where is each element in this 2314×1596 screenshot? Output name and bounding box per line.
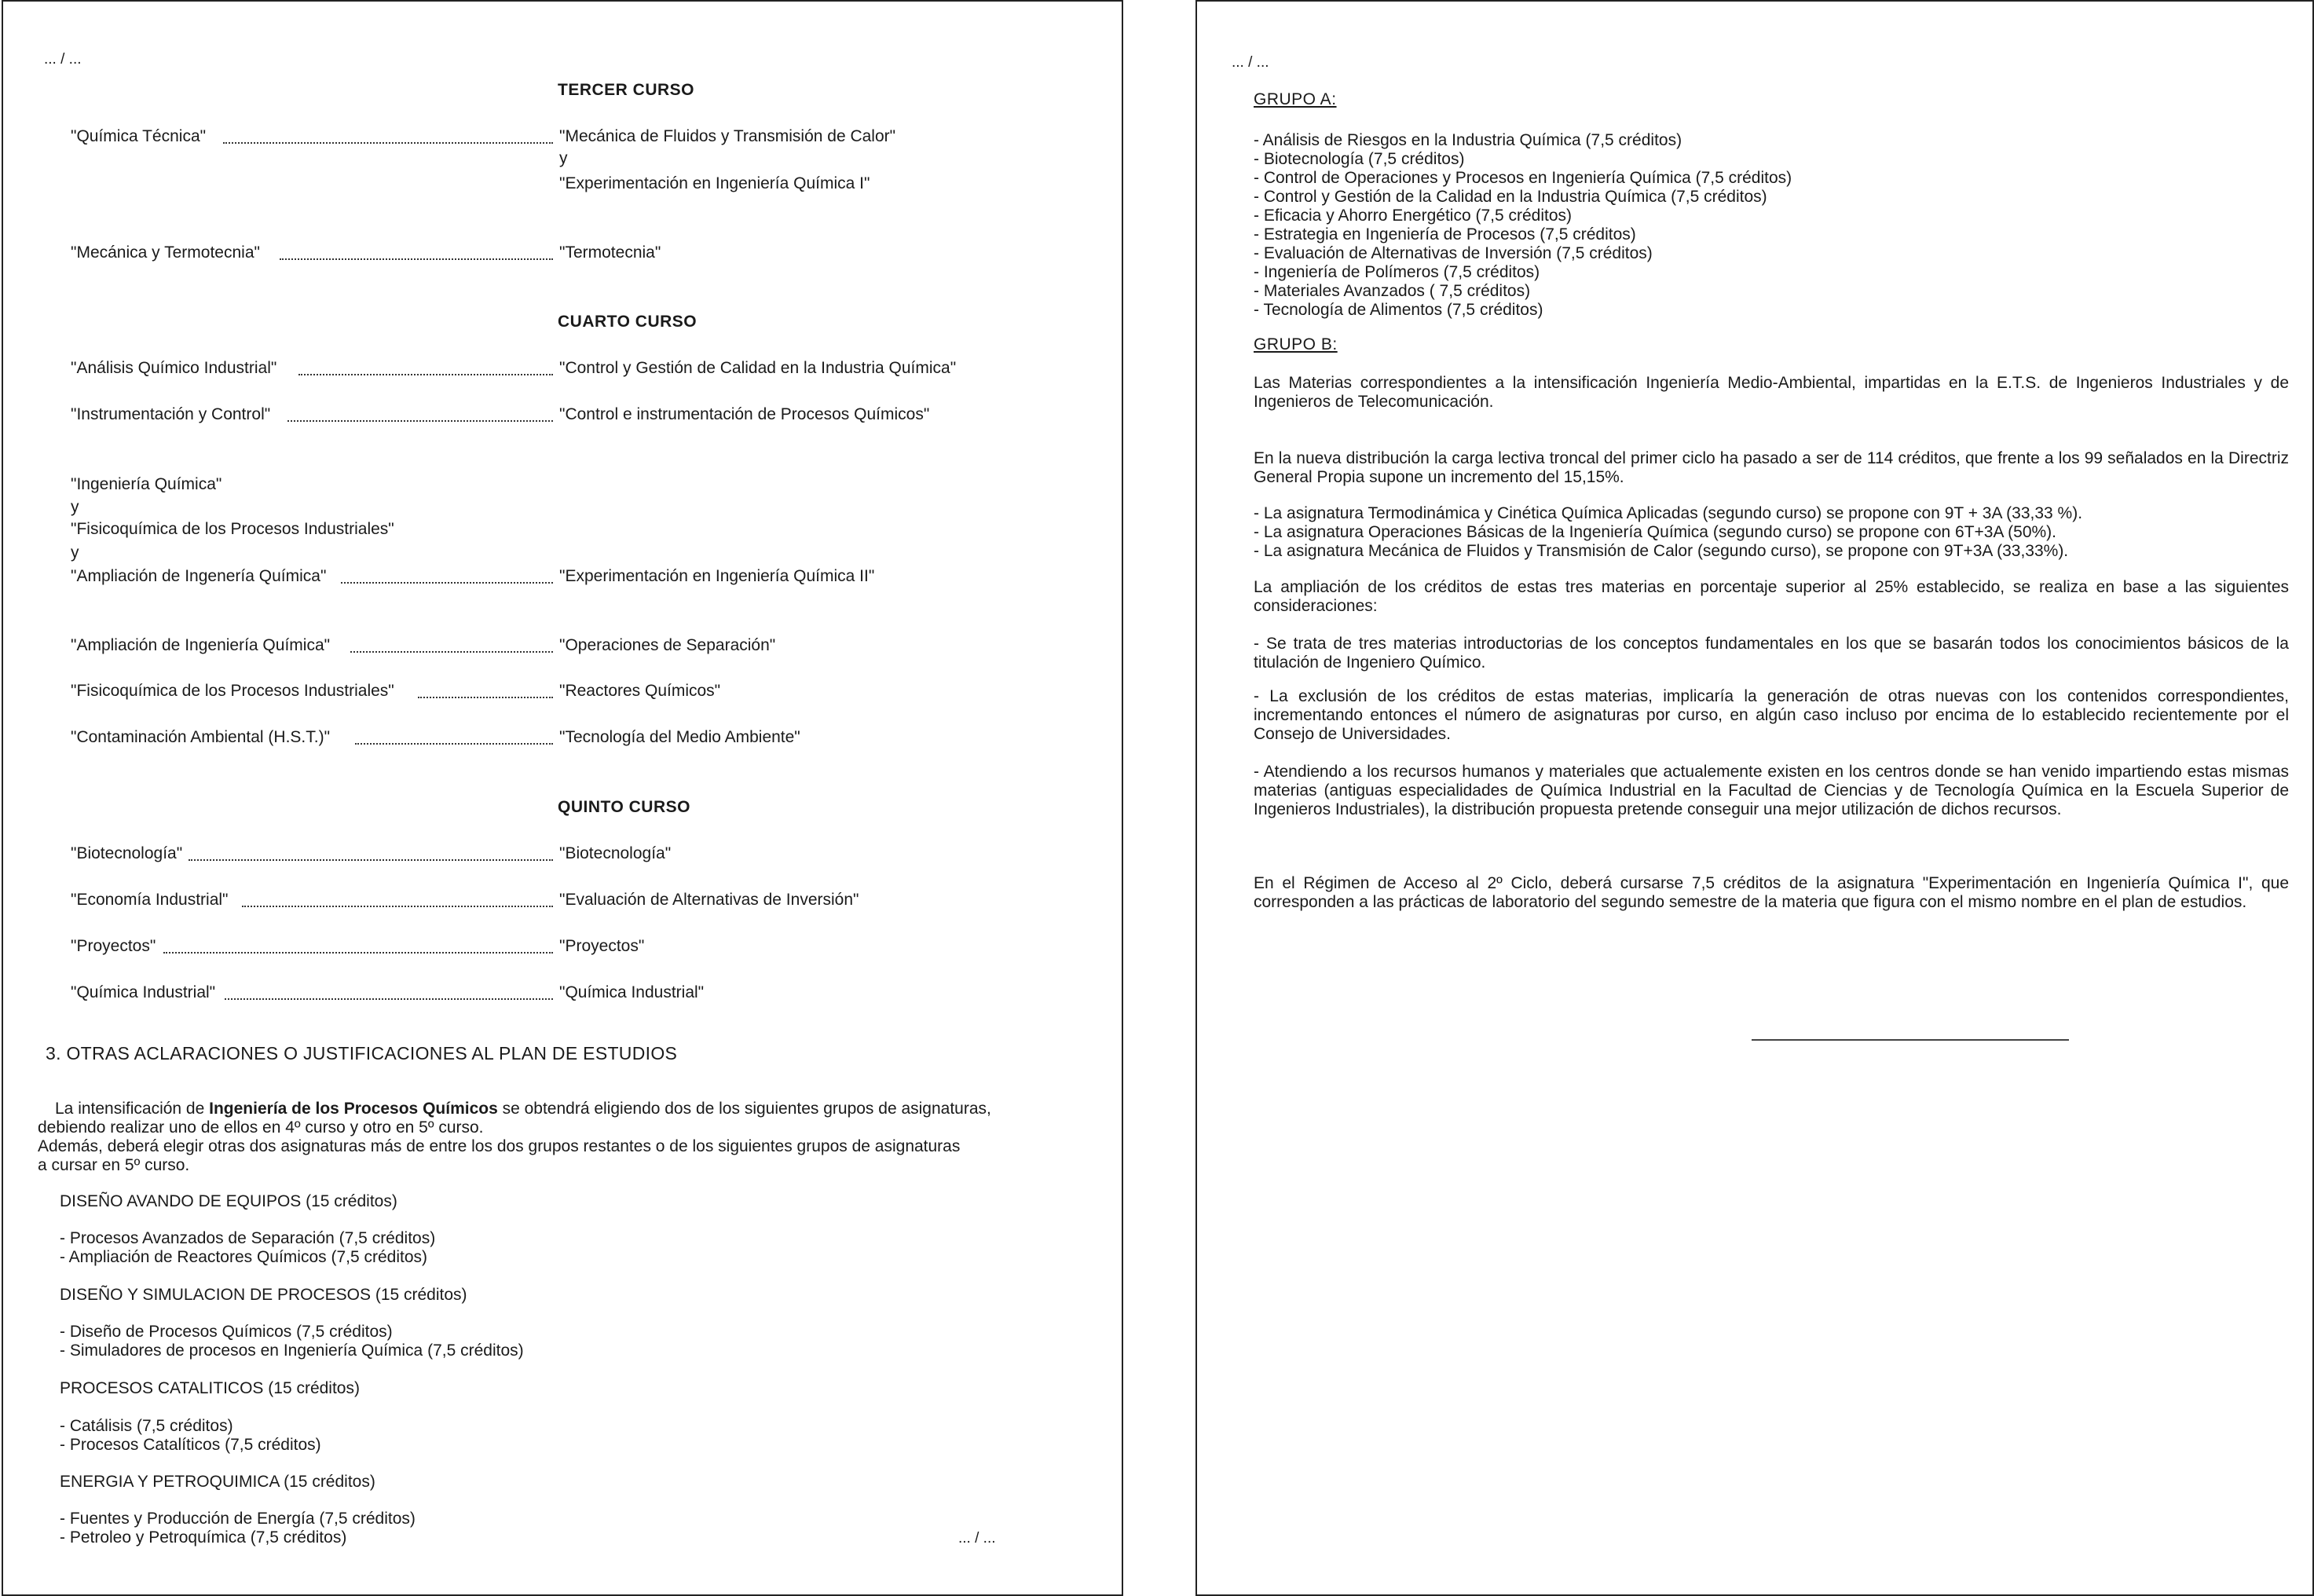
- intro-line-1: La intensificación de Ingeniería de los Procesos Químicos se obtendrá eligiendo dos de los siguientes grupos de asignaturas,: [55, 1100, 991, 1118]
- conjunction: y: [71, 498, 79, 516]
- list-item: - Análisis de Riesgos en la Industria Química (7,5 créditos): [1254, 131, 1682, 149]
- list-item: - Eficacia y Ahorro Energético (7,5 créditos): [1254, 207, 1573, 225]
- list-item: - Ingeniería de Polímeros (7,5 créditos): [1254, 263, 1540, 281]
- list-item: - Diseño de Procesos Químicos (7,5 créditos): [60, 1323, 393, 1341]
- list-item: - Control y Gestión de la Calidad en la Industria Química (7,5 créditos): [1254, 188, 1767, 206]
- equiv-left: "Ingeniería Química": [71, 475, 222, 493]
- equiv-left: "Instrumentación y Control": [71, 405, 271, 423]
- equiv-left: "Ampliación de Ingeniería Química": [71, 636, 331, 654]
- left-page: [2, 0, 1123, 1596]
- equiv-left: "Análisis Químico Industrial": [71, 359, 277, 377]
- paragraph-materias-introductorias: - Se trata de tres materias introductorias de los conceptos fundamentales en los que se basarán todos los conocimientos básicos de la titulación de Ingeniero Químico.: [1254, 635, 2289, 672]
- equiv-left: "Ampliación de Ingenería Química": [71, 567, 327, 585]
- equiv-right: "Termotecnia": [559, 243, 661, 262]
- leader-dots: [163, 952, 553, 954]
- list-item: - Biotecnología (7,5 créditos): [1254, 150, 1465, 168]
- conjunction: y: [71, 544, 79, 562]
- group-title: DISEÑO AVANDO DE EQUIPOS (15 créditos): [60, 1192, 397, 1210]
- tercer-curso-heading: TERCER CURSO: [558, 81, 695, 99]
- leader-dots: [350, 651, 553, 653]
- equiv-left: "Economía Industrial": [71, 891, 229, 909]
- list-item: - Catálisis (7,5 créditos): [60, 1417, 233, 1435]
- group-title: PROCESOS CATALITICOS (15 créditos): [60, 1379, 360, 1397]
- closing-rule: [1752, 1039, 2069, 1041]
- group-items: [60, 1323, 524, 1360]
- leader-dots: [298, 374, 553, 375]
- list-item: - La asignatura Mecánica de Fluidos y Transmisión de Calor (segundo curso), se propone con 9T+3A (33,33%).: [1254, 542, 2069, 560]
- equiv-right: "Reactores Químicos": [559, 682, 721, 700]
- list-item: - Fuentes y Producción de Energía (7,5 créditos): [60, 1510, 416, 1528]
- group-title: ENERGIA Y PETROQUIMICA (15 créditos): [60, 1473, 375, 1491]
- conjunction: y: [559, 149, 568, 167]
- equiv-right: "Evaluación de Alternativas de Inversión": [559, 891, 859, 909]
- leader-dots: [242, 906, 553, 907]
- equiv-right: "Biotecnología": [559, 844, 672, 862]
- continued-marker-top: ... / ...: [44, 51, 82, 68]
- intro-bold-term: Ingeniería de los Procesos Químicos: [209, 1100, 498, 1118]
- leader-dots: [418, 697, 553, 698]
- equiv-right: "Química Industrial": [559, 983, 705, 1001]
- right-page: [1195, 0, 2314, 1596]
- equiv-right: "Tecnología del Medio Ambiente": [559, 728, 800, 746]
- leader-dots: [355, 743, 553, 745]
- list-item: - Control de Operaciones y Procesos en Ingeniería Química (7,5 créditos): [1254, 169, 1792, 187]
- equiv-left: "Proyectos": [71, 937, 156, 955]
- grupo-b-text: Las Materias correspondientes a la intensificación Ingeniería Medio-Ambiental, impartidas en la E.T.S. de Ingenieros Industriales y de Ingenieros de Telecomunicación.: [1254, 374, 2289, 411]
- equiv-left: "Fisicoquímica de los Procesos Industriales": [71, 682, 394, 700]
- leader-dots: [341, 582, 553, 584]
- equiv-right: "Mecánica de Fluidos y Transmisión de Calor": [559, 127, 896, 145]
- list-item: - Procesos Catalíticos (7,5 créditos): [60, 1436, 321, 1454]
- asignaturas-list: [1254, 504, 2082, 561]
- equiv-left: "Química Industrial": [71, 983, 216, 1001]
- equiv-left: "Biotecnología": [71, 844, 183, 862]
- cuarto-curso-heading: CUARTO CURSO: [558, 313, 697, 331]
- list-item: - La asignatura Operaciones Básicas de la Ingeniería Química (segundo curso) se propone con 6T+3A (50%).: [1254, 523, 2056, 541]
- equiv-right: "Control y Gestión de Calidad en la Industria Química": [559, 359, 957, 377]
- list-item: - Petroleo y Petroquímica (7,5 créditos): [60, 1528, 347, 1547]
- leader-dots: [189, 859, 553, 861]
- leader-dots: [225, 998, 553, 1000]
- equiv-right: "Experimentación en Ingeniería Química I": [559, 174, 870, 192]
- group-items: [60, 1229, 435, 1267]
- list-item: - Procesos Avanzados de Separación (7,5 créditos): [60, 1229, 436, 1247]
- equiv-left: "Contaminación Ambiental (H.S.T.)": [71, 728, 331, 746]
- list-item: - Tecnología de Alimentos (7,5 créditos): [1254, 301, 1543, 319]
- list-item: - Materiales Avanzados ( 7,5 créditos): [1254, 282, 1531, 300]
- equiv-left: "Química Técnica": [71, 127, 207, 145]
- paragraph-exclusion: - La exclusión de los créditos de estas materias, implicaría la generación de otras nuevas con los contenidos correspondientes, incrementando entonces el número de asignaturas por curso, en algún caso incluso por encima de lo establecido recientemente por el Consejo de Universidades.: [1254, 687, 2289, 743]
- continued-marker-bottom: ... / ...: [958, 1530, 996, 1547]
- section-3-title: 3. OTRAS ACLARACIONES O JUSTIFICACIONES AL PLAN DE ESTUDIOS: [46, 1043, 678, 1063]
- grupo-a-title: GRUPO A:: [1254, 90, 1337, 108]
- paragraph-ampliacion: La ampliación de los créditos de estas tres materias en porcentaje superior al 25% establecido, se realiza en base a las siguientes consideraciones:: [1254, 578, 2289, 615]
- continued-marker-top: ... / ...: [1232, 54, 1269, 71]
- intro-line-3: Además, deberá elegir otras dos asignaturas más de entre los dos grupos restantes o de los siguientes grupos de asignaturas: [38, 1137, 961, 1155]
- leader-dots: [280, 258, 553, 260]
- equiv-right: "Experimentación en Ingeniería Química II": [559, 567, 875, 585]
- paragraph-regimen-acceso: En el Régimen de Acceso al 2º Ciclo, deberá cursarse 7,5 créditos de la asignatura "Experimentación en Ingeniería Química I", que corresponden a las prácticas de laboratorio del segundo semestre de la materia que figura con el mismo nombre en el plan de estudios.: [1254, 874, 2289, 911]
- grupo-b-title: GRUPO B:: [1254, 335, 1338, 353]
- list-item: - Evaluación de Alternativas de Inversión (7,5 créditos): [1254, 244, 1653, 262]
- equiv-right: "Operaciones de Separación": [559, 636, 776, 654]
- list-item: - Ampliación de Reactores Químicos (7,5 créditos): [60, 1248, 428, 1266]
- list-item: - Estrategia en Ingeniería de Procesos (7,5 créditos): [1254, 225, 1636, 243]
- leader-dots: [287, 420, 553, 422]
- leader-dots: [223, 142, 553, 144]
- paragraph-carga-lectiva: En la nueva distribución la carga lectiva troncal del primer ciclo ha pasado a ser de 114 créditos, que frente a los 99 señalados en la Directriz General Propia supone un incremento del 15,15%.: [1254, 449, 2289, 486]
- group-items: [60, 1417, 321, 1455]
- list-item: - La asignatura Termodinámica y Cinética Química Aplicadas (segundo curso) se propone con 9T + 3A (33,33 %).: [1254, 504, 2083, 522]
- quinto-curso-heading: QUINTO CURSO: [558, 798, 690, 816]
- equiv-right: "Control e instrumentación de Procesos Químicos": [559, 405, 930, 423]
- group-title: DISEÑO Y SIMULACION DE PROCESOS (15 créditos): [60, 1286, 467, 1304]
- list-item: - Simuladores de procesos en Ingeniería Química (7,5 créditos): [60, 1342, 524, 1360]
- equiv-left: "Mecánica y Termotecnia": [71, 243, 260, 262]
- paragraph-recursos: - Atendiendo a los recursos humanos y materiales que actualemente existen en los centros donde se han venido impartiendo estas mismas materias (antiguas especialidades de Química Industrial en la Facultad de Ciencias y de Tecnología Química en la Escuela Superior de Ingenieros Industriales), la distribución propuesta pretende conseguir una mejor utilización de dichos recursos.: [1254, 763, 2289, 818]
- group-items: [60, 1510, 416, 1547]
- equiv-left: "Fisicoquímica de los Procesos Industriales": [71, 520, 394, 538]
- intro-line-4: a cursar en 5º curso.: [38, 1156, 190, 1174]
- equiv-right: "Proyectos": [559, 937, 645, 955]
- intro-line-2: debiendo realizar uno de ellos en 4º curso y otro en 5º curso.: [38, 1118, 484, 1137]
- grupo-a-list: [1254, 131, 1792, 320]
